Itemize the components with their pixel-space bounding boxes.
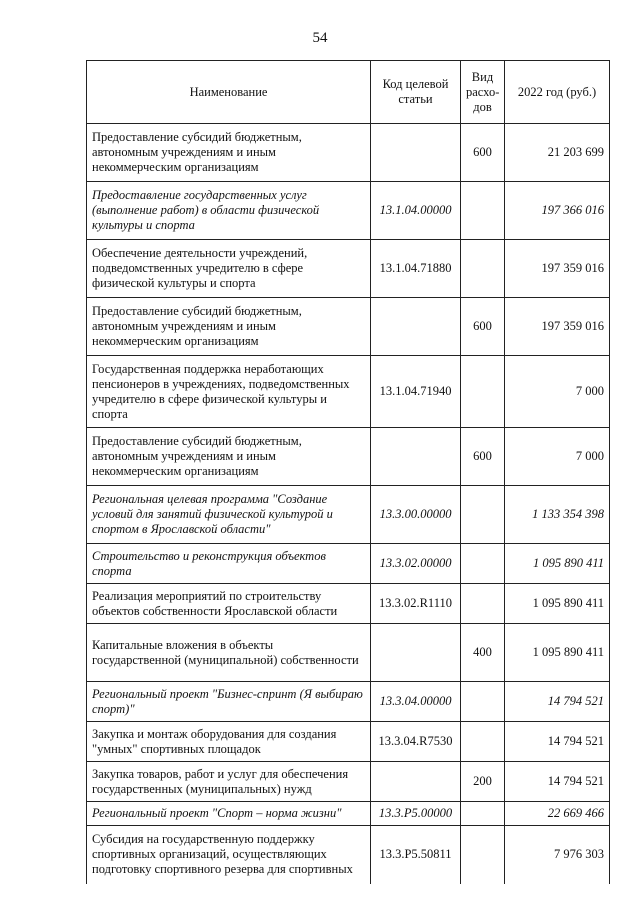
table-header-row <box>87 61 610 124</box>
table-row <box>87 298 610 356</box>
row-code-cell <box>371 428 461 486</box>
row-name-cell: Реализация мероприятий по строительству объектов собственности Ярославской области <box>87 584 371 624</box>
row-amount-cell: 21 203 699 <box>505 124 610 182</box>
row-type-cell: 600 <box>461 428 505 486</box>
row-name-cell: Строительство и реконструкция объектов спорта <box>87 544 371 584</box>
row-amount-cell: 1 095 890 411 <box>505 584 610 624</box>
row-amount-cell: 197 366 016 <box>505 182 610 240</box>
table-row <box>87 624 610 682</box>
table-body <box>87 124 610 884</box>
table-row <box>87 124 610 182</box>
row-amount-cell: 197 359 016 <box>505 298 610 356</box>
row-code-cell <box>371 762 461 802</box>
page-number: 54 <box>312 30 328 46</box>
row-code-cell: 13.3.P5.00000 <box>371 802 461 826</box>
row-amount-cell: 14 794 521 <box>505 682 610 722</box>
row-name-cell: Предоставление субсидий бюджетным, автономным учреждениям и иным некоммерческим организациям <box>87 124 371 182</box>
row-name-cell: Капитальные вложения в объекты государственной (муниципальной) собственности <box>87 624 371 682</box>
row-name-cell: Предоставление субсидий бюджетным, автономным учреждениям и иным некоммерческим организациям <box>87 428 371 486</box>
header-target-code: Код целевой статьи <box>371 61 461 124</box>
header-expense-type: Вид расхо-дов <box>461 61 505 124</box>
row-amount-cell: 14 794 521 <box>505 762 610 802</box>
row-code-cell: 13.3.P5.50811 <box>371 826 461 884</box>
row-type-cell <box>461 240 505 298</box>
row-code-cell: 13.1.04.71940 <box>371 356 461 428</box>
table-row <box>87 544 610 584</box>
row-amount-cell: 7 976 303 <box>505 826 610 884</box>
row-amount-cell: 1 095 890 411 <box>505 624 610 682</box>
row-code-cell: 13.1.04.71880 <box>371 240 461 298</box>
row-code-cell <box>371 624 461 682</box>
row-name-cell: Региональная целевая программа "Создание условий для занятий физической культурой и спортом в Ярославской области" <box>87 486 371 544</box>
table-row <box>87 802 610 826</box>
row-code-cell <box>371 124 461 182</box>
table-row <box>87 826 610 884</box>
row-type-cell: 400 <box>461 624 505 682</box>
row-type-cell: 600 <box>461 124 505 182</box>
header-name: Наименование <box>87 61 371 124</box>
row-name-cell: Региональный проект "Бизнес-спринт (Я выбираю спорт)" <box>87 682 371 722</box>
table-row <box>87 356 610 428</box>
table-row <box>87 240 610 298</box>
row-type-cell <box>461 826 505 884</box>
row-code-cell <box>371 298 461 356</box>
table-row <box>87 584 610 624</box>
table-row <box>87 722 610 762</box>
row-type-cell <box>461 802 505 826</box>
budget-table <box>86 60 610 884</box>
row-amount-cell: 14 794 521 <box>505 722 610 762</box>
row-amount-cell: 22 669 466 <box>505 802 610 826</box>
row-type-cell: 600 <box>461 298 505 356</box>
table-row <box>87 682 610 722</box>
row-type-cell <box>461 544 505 584</box>
row-amount-cell: 1 095 890 411 <box>505 544 610 584</box>
row-name-cell: Государственная поддержка неработающих пенсионеров в учреждениях, подведомственных учредителю в сфере физической культуры и спорта <box>87 356 371 428</box>
row-amount-cell: 7 000 <box>505 356 610 428</box>
table-row <box>87 428 610 486</box>
row-type-cell: 200 <box>461 762 505 802</box>
row-name-cell: Обеспечение деятельности учреждений, подведомственных учредителю в сфере физической культуры и спорта <box>87 240 371 298</box>
row-code-cell: 13.3.02.00000 <box>371 544 461 584</box>
row-name-cell: Предоставление субсидий бюджетным, автономным учреждениям и иным некоммерческим организациям <box>87 298 371 356</box>
row-code-cell: 13.3.02.R1110 <box>371 584 461 624</box>
row-amount-cell: 197 359 016 <box>505 240 610 298</box>
row-type-cell <box>461 356 505 428</box>
row-type-cell <box>461 584 505 624</box>
table-row <box>87 486 610 544</box>
row-name-cell: Субсидия на государственную поддержку спортивных организаций, осуществляющих подготовку спортивного резерва для спортивных <box>87 826 371 884</box>
row-name-cell: Региональный проект "Спорт – норма жизни" <box>87 802 371 826</box>
table-row <box>87 762 610 802</box>
row-code-cell: 13.3.04.00000 <box>371 682 461 722</box>
row-type-cell <box>461 182 505 240</box>
header-amount-2022: 2022 год (руб.) <box>505 61 610 124</box>
row-type-cell <box>461 682 505 722</box>
table-row <box>87 182 610 240</box>
row-code-cell: 13.3.00.00000 <box>371 486 461 544</box>
row-name-cell: Закупка товаров, работ и услуг для обеспечения государственных (муниципальных) нужд <box>87 762 371 802</box>
row-amount-cell: 7 000 <box>505 428 610 486</box>
row-code-cell: 13.3.04.R7530 <box>371 722 461 762</box>
row-amount-cell: 1 133 354 398 <box>505 486 610 544</box>
row-code-cell: 13.1.04.00000 <box>371 182 461 240</box>
row-name-cell: Предоставление государственных услуг (выполнение работ) в области физической культуры и спорта <box>87 182 371 240</box>
row-type-cell <box>461 486 505 544</box>
row-type-cell <box>461 722 505 762</box>
row-name-cell: Закупка и монтаж оборудования для создания "умных" спортивных площадок <box>87 722 371 762</box>
